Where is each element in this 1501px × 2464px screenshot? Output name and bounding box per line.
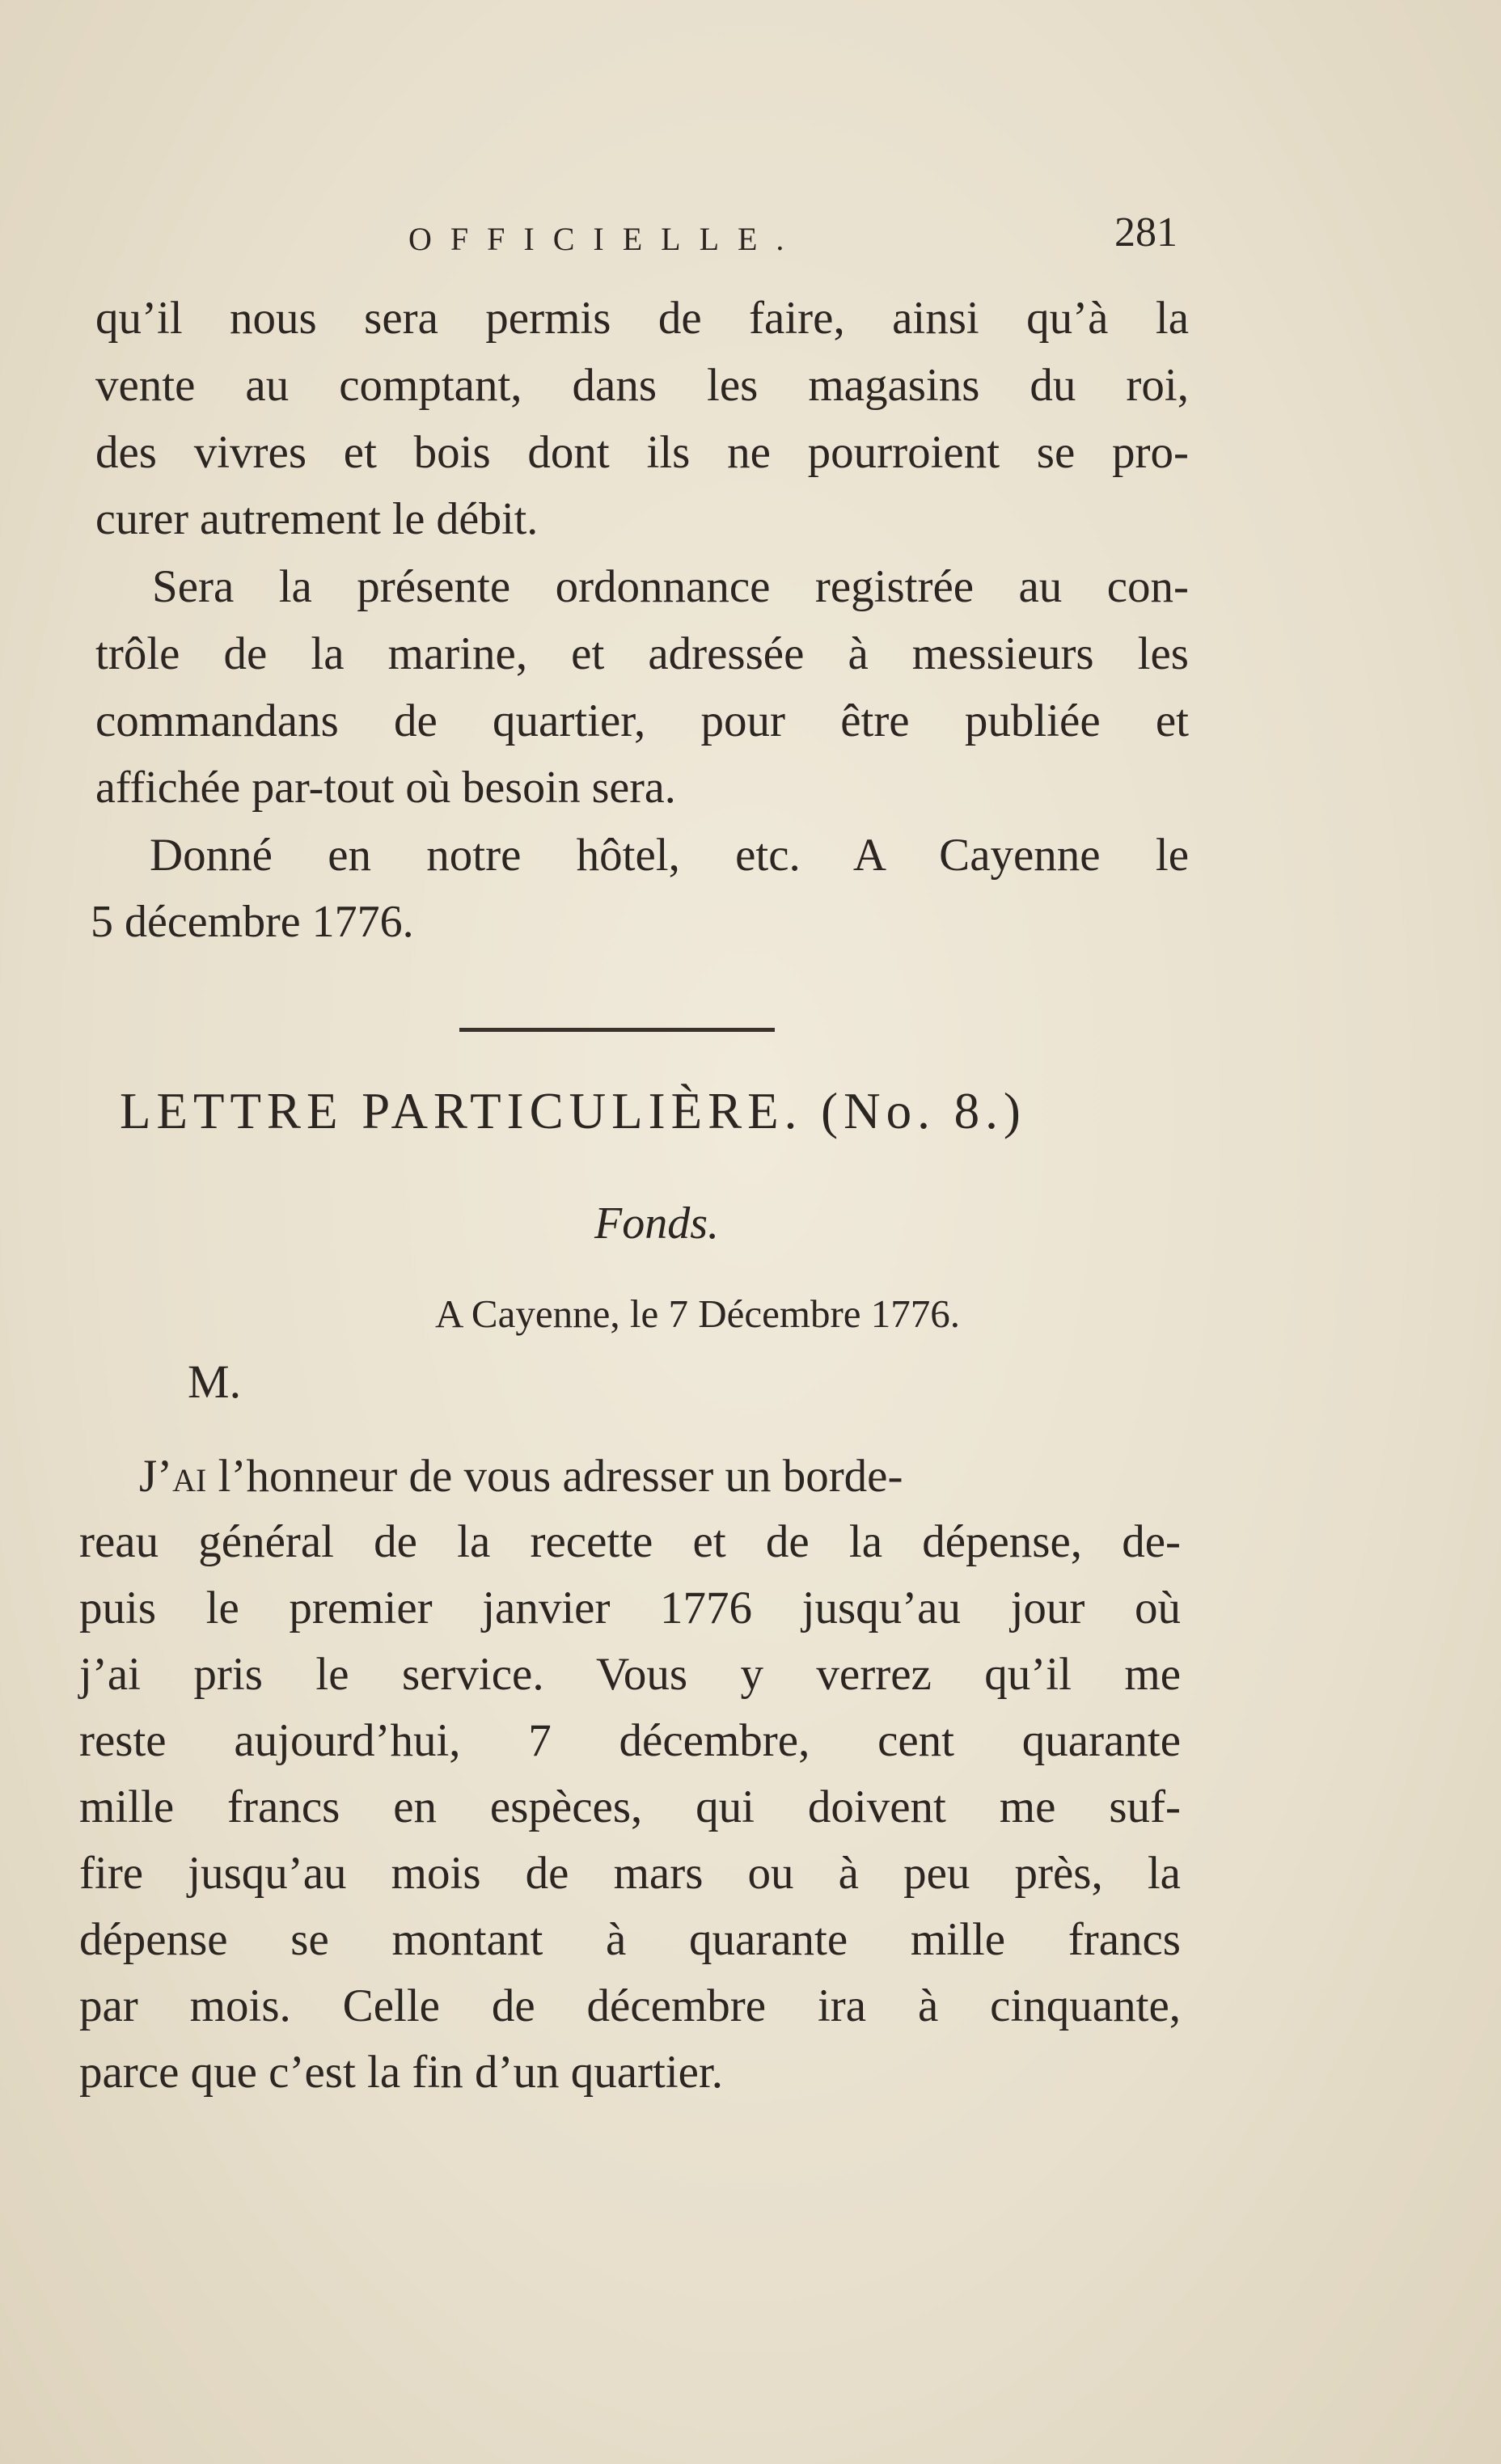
ordinance-line: vente au comptant, dans les magasins du roi, [95, 360, 1189, 411]
page-number: 281 [1114, 209, 1178, 256]
ordinance-line: 5 décembre 1776. [91, 897, 414, 947]
letter-line: puis le premier janvier 1776 jusqu’au jour où [79, 1583, 1181, 1634]
letter-line: mille francs en espèces, qui doivent me suf- [79, 1781, 1181, 1832]
opening-word-rest: ai [172, 1451, 207, 1502]
ordinance-line: Donné en notre hôtel, etc. A Cayenne le [150, 830, 1189, 881]
letter-line: reau général de la recette et de la dépense, de- [79, 1516, 1181, 1567]
letter-subject: Fonds. [594, 1198, 719, 1249]
letter-line: par mois. Celle de décembre ira à cinquante, [79, 1980, 1181, 2031]
letter-line: dépense se montant à quarante mille francs [79, 1914, 1181, 1965]
letter-line: fire jusqu’au mois de mars ou à peu près, la [79, 1848, 1181, 1899]
letter-dateline: A Cayenne, le 7 Décembre 1776. [435, 1291, 961, 1336]
section-divider [459, 1028, 775, 1032]
running-title: OFFICIELLE. [408, 221, 803, 257]
letter-salutation: M. [188, 1355, 242, 1408]
letter-line: j’ai pris le service. Vous y verrez qu’il me [79, 1649, 1181, 1700]
ordinance-line: affichée par-tout où besoin sera. [95, 763, 676, 813]
letter-line: parce que c’est la fin d’un quartier. [79, 2047, 724, 2098]
ordinance-line: des vivres et bois dont ils ne pourroient se pro- [95, 427, 1189, 478]
opening-word-start: J’ [139, 1451, 173, 1502]
ordinance-line: Sera la présente ordonnance registrée au con- [152, 561, 1189, 612]
letter-heading: LETTRE PARTICULIÈRE. (No. 8.) [120, 1083, 1026, 1139]
letter-line: reste aujourd’hui, 7 décembre, cent quarante [79, 1715, 1181, 1766]
ordinance-line: curer autrement le débit. [95, 494, 539, 544]
ordinance-line: qu’il nous sera permis de faire, ainsi qu’à la [95, 293, 1189, 344]
opening-line-rest: l’honneur de vous adresser un borde- [218, 1451, 903, 1502]
ordinance-line: commandans de quartier, pour être publiée et [95, 695, 1189, 746]
ordinance-line: trôle de la marine, et adressée à messieurs les [95, 628, 1189, 679]
letter-opening-line [139, 1451, 903, 1502]
